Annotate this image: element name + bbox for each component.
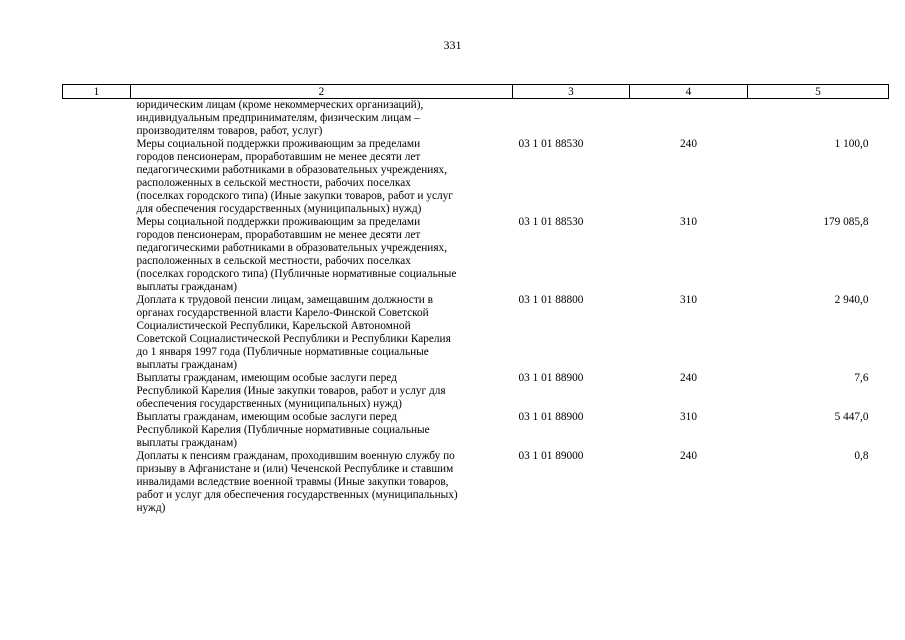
row-code: 03 1 01 88530 [518,216,584,228]
row-description: юридическим лицам (кроме некоммерческих организаций), индивидуальным предпринимателям, физическим лицам – производителям товаров, работ, услуг) [136,99,424,137]
row-amount: 7,6 [854,372,869,384]
header-col-1: 1 [63,85,131,99]
row-code: 03 1 01 89000 [518,450,584,462]
table-row [63,138,889,216]
row-description: Меры социальной поддержки проживающим за пределами городов пенсионерам, проработавшим не менее десяти лет педагогическими работниками в образовательных учреждениях, расположенных в сельской местности, рабочих поселках (поселках городского типа) (Иные закупки товаров, работ и услуг для обеспечения государственных (муниципальных) нужд) [136,138,453,215]
row-description: Выплаты гражданам, имеющим особые заслуги перед Республикой Карелия (Иные закупки товаров, работ и услуг для обеспечения государственных (муниципальных) нужд) [136,372,446,410]
row-type [630,99,748,139]
row-type: 310 [680,411,697,423]
row-code [513,99,630,139]
row-type: 240 [680,450,697,462]
table-row [63,411,889,450]
header-col-3: 3 [513,85,630,99]
page-number: 331 [443,38,462,52]
table-row [63,372,889,411]
budget-table [62,84,889,515]
header-col-4: 4 [630,85,748,99]
row-code: 03 1 01 88530 [518,138,584,150]
row-description: Меры социальной поддержки проживающим за пределами городов пенсионерам, проработавшим не менее десяти лет педагогическими работниками в образовательных учреждениях, расположенных в сельской местности, рабочих поселках (поселках городского типа) (Публичные нормативные социальные выплаты гражданам) [136,216,457,293]
row-description: Выплаты гражданам, имеющим особые заслуги перед Республикой Карелия (Публичные нормативные социальные выплаты гражданам) [136,411,430,449]
row-description: Доплаты к пенсиям гражданам, проходившим военную службу по призыву в Афганистане и (или) Чеченской Республике и ставшим инвалидами вследствие военной травмы (Иные закупки товаров, работ и услуг для обеспечения государственных (муниципальных) нужд) [136,450,458,514]
row-amount: 2 940,0 [834,294,869,306]
header-col-5: 5 [748,85,889,99]
row-code: 03 1 01 88800 [518,294,584,306]
table-header [63,85,889,99]
row-amount [748,99,889,139]
row-type: 240 [680,372,697,384]
row-code: 03 1 01 88900 [518,411,584,423]
row-type: 310 [680,216,697,228]
row-amount: 1 100,0 [834,138,869,150]
row-code: 03 1 01 88900 [518,372,584,384]
header-col-2: 2 [131,85,513,99]
row-type: 310 [680,294,697,306]
table-body [63,99,889,516]
table-row [63,450,889,515]
row-amount: 179 085,8 [823,216,869,228]
row-amount: 0,8 [854,450,869,462]
row-type: 240 [680,138,697,150]
table-row [63,99,889,139]
table-row [63,216,889,294]
header-row [63,85,889,99]
row-amount: 5 447,0 [834,411,869,423]
row-description: Доплата к трудовой пенсии лицам, замещавшим должности в органах государственной власти Карело-Финской Советской Социалистической Республики, Карельской Автономной Советской Социалистической Республики и Республики Карелия до 1 января 1997 года (Публичные нормативные социальные выплаты гражданам) [136,294,451,371]
table-row [63,294,889,372]
